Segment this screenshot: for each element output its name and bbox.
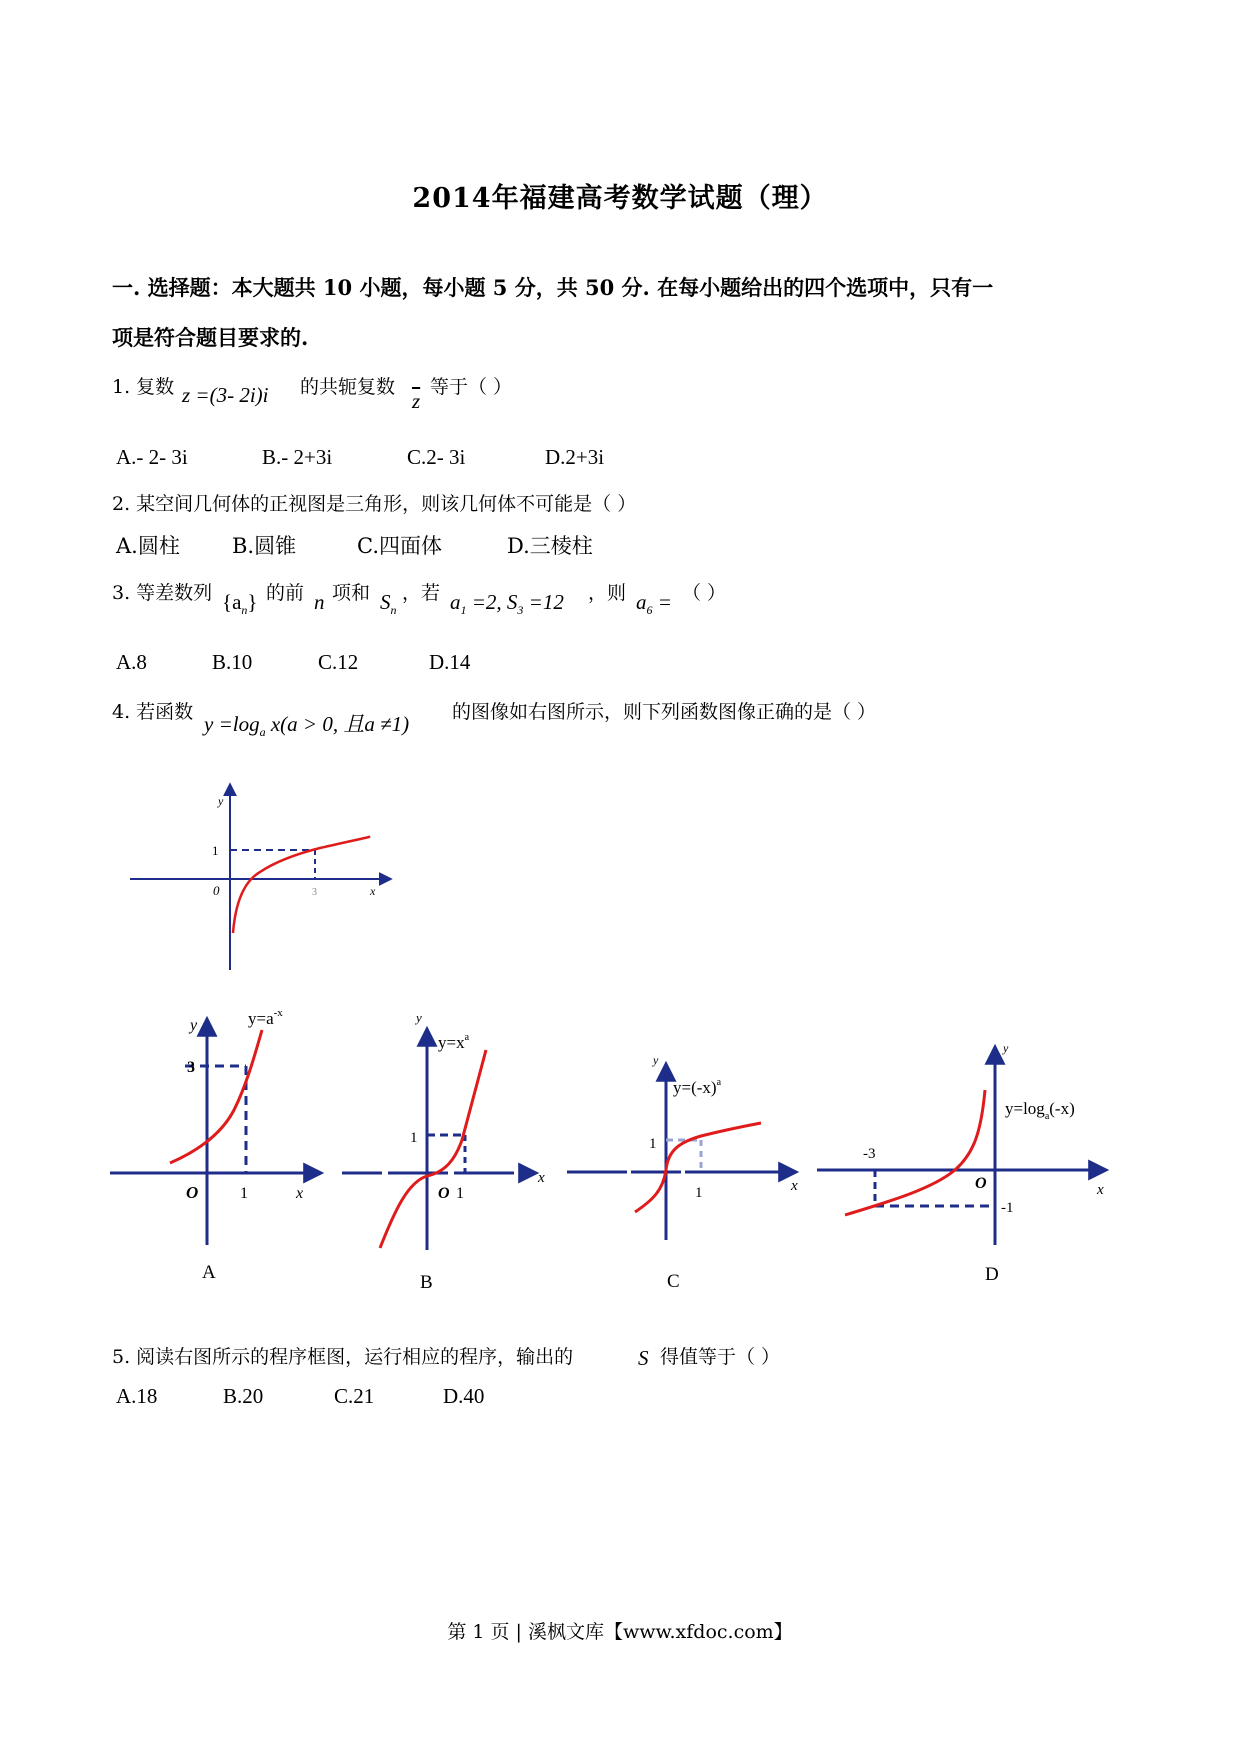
q5-option-c: C.21 bbox=[334, 1384, 375, 1408]
y-label: y bbox=[416, 1010, 422, 1025]
q3-mid1: 的前 bbox=[266, 582, 305, 604]
tick-neg-one: -1 bbox=[1001, 1200, 1014, 1216]
section-heading-line2: 项是符合题目要求的. bbox=[112, 325, 309, 350]
figure-option-d bbox=[815, 1030, 1115, 1300]
tick-three: 3 bbox=[187, 1059, 195, 1076]
q4-prefix: 4. 若函数 bbox=[112, 701, 194, 723]
tick-one-y: 1 bbox=[649, 1136, 657, 1152]
section-heading-line1: 一. 选择题：本大题共 10 小题，每小题 5 分，共 50 分. 在每小题给出的四个选项中，只有一 bbox=[112, 275, 994, 300]
q3-prefix: 3. 等差数列 bbox=[112, 582, 213, 604]
y-label: y bbox=[190, 1017, 198, 1034]
func-label: $y=\log_a(-x)$ bbox=[1005, 1099, 1075, 1122]
x-label: x bbox=[296, 1185, 304, 1202]
figure-label: C bbox=[667, 1271, 680, 1292]
figure-label: D bbox=[985, 1264, 999, 1285]
y-label: y bbox=[218, 794, 224, 808]
q1-option-d: D.2+3i bbox=[545, 445, 605, 469]
q5-suffix: 得值等于（ ） bbox=[660, 1346, 781, 1368]
q4-formula: $y =\log_a$ x(a > 0, 且a ≠1) bbox=[204, 712, 410, 740]
func-label: $y=(-x)^a$ bbox=[673, 1077, 722, 1097]
q3-seq: $\{a_n\}$ bbox=[222, 590, 258, 618]
q1-formula: z =(3- 2i)i bbox=[182, 383, 269, 407]
y-label: y bbox=[653, 1053, 659, 1067]
x-label: x bbox=[538, 1170, 545, 1186]
q3-mid2: 项和 bbox=[332, 582, 371, 604]
q3-mid3: ，若 bbox=[402, 582, 441, 604]
q1-option-c: C.2- 3i bbox=[407, 445, 466, 469]
tick-one: 1 bbox=[240, 1185, 248, 1202]
q5-prefix: 5. 阅读右图所示的程序框图，运行相应的程序，输出的 bbox=[112, 1346, 574, 1368]
q1-option-a: A.- 2- 3i bbox=[116, 445, 188, 469]
origin-label: O bbox=[186, 1183, 199, 1202]
origin-label: O bbox=[438, 1185, 450, 1202]
x-label: x bbox=[791, 1178, 798, 1194]
q3-ask: $a_6$ = bbox=[636, 590, 672, 618]
figure-label: B bbox=[420, 1272, 433, 1293]
origin-label: O bbox=[975, 1175, 987, 1192]
q5-var: S bbox=[638, 1346, 649, 1370]
tick-one: 1 bbox=[212, 843, 219, 858]
q2-option-c: C.四面体 bbox=[357, 534, 442, 558]
y-label: y bbox=[1003, 1041, 1009, 1055]
q2-option-d: D.三棱柱 bbox=[507, 534, 593, 558]
q3-option-b: B.10 bbox=[212, 650, 253, 674]
q1-conj: $\overline{z}$ bbox=[412, 389, 421, 413]
figure-label: A bbox=[202, 1262, 216, 1283]
q5-option-a: A.18 bbox=[116, 1384, 158, 1408]
q5-option-d: D.40 bbox=[443, 1384, 485, 1408]
q2-option-a: A.圆柱 bbox=[116, 534, 180, 558]
page-footer: 第 1 页 | 溪枫文库【www.xfdoc.com】 bbox=[447, 1621, 793, 1643]
q3-option-c: C.12 bbox=[318, 650, 359, 674]
q3-mid4: ，则 bbox=[588, 582, 627, 604]
q1-suffix: 等于（ ） bbox=[430, 376, 513, 398]
q2-option-b: B.圆锥 bbox=[232, 534, 297, 558]
figure-option-b bbox=[340, 1000, 560, 1300]
origin-label: 0 bbox=[213, 883, 220, 898]
q2-text: 2. 某空间几何体的正视图是三角形，则该几何体不可能是（ ） bbox=[112, 493, 637, 515]
figure-option-c bbox=[565, 1050, 805, 1300]
page-title: 2014年福建高考数学试题（理） bbox=[412, 183, 828, 214]
q4-suffix: 的图像如右图所示，则下列函数图像正确的是（ ） bbox=[452, 701, 877, 723]
func-label: $y=x^a$ bbox=[438, 1032, 470, 1052]
q3-n: n bbox=[314, 590, 325, 614]
q1-prefix: 1. 复数 bbox=[112, 376, 175, 398]
tick-three: 3 bbox=[312, 887, 317, 898]
x-label: x bbox=[1097, 1182, 1104, 1198]
tick-one-x: 1 bbox=[456, 1185, 464, 1202]
curve bbox=[170, 1030, 262, 1163]
tick-one-x: 1 bbox=[695, 1185, 703, 1201]
q3-suffix: （ ） bbox=[682, 582, 727, 604]
q1-option-b: B.- 2+3i bbox=[262, 445, 333, 469]
q3-option-a: A.8 bbox=[116, 650, 147, 674]
curve bbox=[380, 1050, 486, 1248]
q5-option-b: B.20 bbox=[223, 1384, 264, 1408]
q3-option-d: D.14 bbox=[429, 650, 471, 674]
q3-cond: $a_1 =2$, $S_3 =12$ bbox=[450, 590, 564, 618]
q1-mid: 的共轭复数 bbox=[300, 376, 396, 398]
tick-neg-three: -3 bbox=[863, 1146, 876, 1162]
func-label: $y=a^{-x}$ bbox=[248, 1007, 283, 1028]
tick-one-y: 1 bbox=[410, 1130, 418, 1146]
log-curve bbox=[233, 837, 369, 933]
q3-s: $S_n$ bbox=[380, 590, 397, 618]
figure-option-a bbox=[110, 1000, 330, 1300]
x-label: x bbox=[370, 884, 376, 898]
figure-given-graph bbox=[120, 775, 410, 975]
